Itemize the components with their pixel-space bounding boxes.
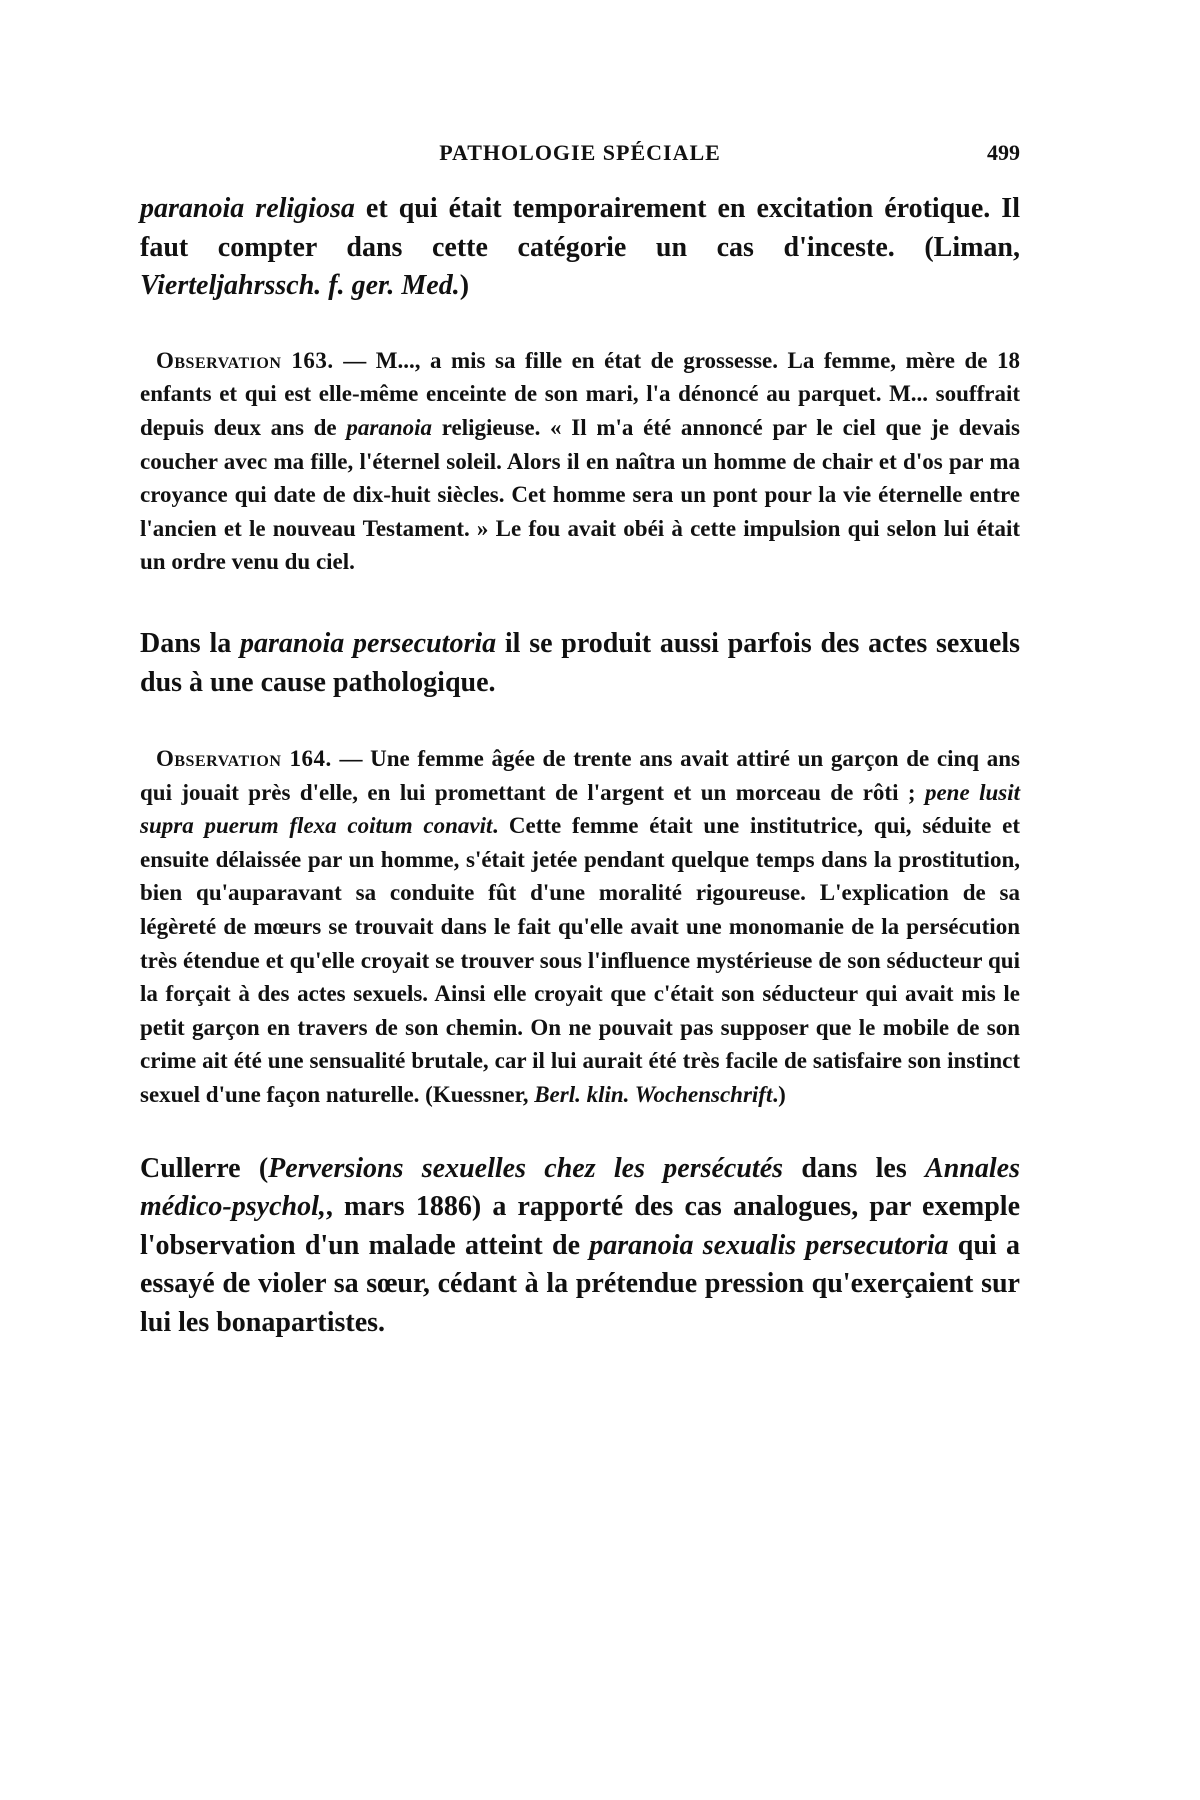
observation-164-text-2: . Cette femme était une institutrice, qui, séduite et ensuite délaissée par un homme, s'était jetée pendant quelque temps dans la prostitution, bien qu'auparavant sa conduite fût d'une moralité rigoureuse. L'explication de sa légèreté de mœurs se trouvait dans le fait qu'elle avait une monomanie de la persécution très étendue et qu'elle croyait se trouver sous l'influence mystérieuse de son séducteur qui la forçait à des actes sexuels. Ainsi elle croyait que c'était son séducteur qui avait mis le petit garçon en travers de son chemin. On ne pouvait pas supposer que le mobile de son crime ait été une sensualité brutale, car il lui aurait été très facile de satisfaire son instinct sexuel d'une façon naturelle. (Kuessner, <box>140 813 1020 1107</box>
paragraph-3-italic-2: Annales médico-psychol, <box>140 1152 1020 1223</box>
observation-163 <box>140 344 1020 579</box>
paragraph-2-text-1: Dans la <box>140 627 240 659</box>
observation-164-text-1: — Une femme âgée de trente ans avait attiré un garçon de cinq ans qui jouait près d'elle, en lui promettant de l'argent et un morceau de rôti ; <box>140 746 1021 805</box>
observation-164-italic-2: Berl. klin. Wochenschrift <box>534 1081 773 1107</box>
page <box>140 120 1020 1343</box>
paragraph-2 <box>140 625 1020 702</box>
paragraph-2-italic-1: paranoia persecutoria <box>240 627 497 659</box>
paragraph-3-italic-3: paranoia sexualis persecutoria <box>589 1229 949 1261</box>
paragraph-3-text-2: dans les <box>783 1152 926 1184</box>
paragraph-1-italic-1: paranoia religiosa <box>140 193 355 224</box>
paragraph-3 <box>140 1150 1020 1343</box>
observation-164-italic-1: pene lusit supra puerum flexa coitum conavit <box>140 779 1021 839</box>
paragraph-1-text-1: et qui était temporairement en excitation érotique. Il faut compter dans cette catégorie un cas d'inceste. (Liman, <box>140 193 1020 263</box>
paragraph-3-text-3: , mars 1886) a rapporté des cas analogues, par exemple l'observation d'un malade atteint de <box>140 1191 1020 1261</box>
running-title: PATHOLOGIE SPÉCIALE <box>439 140 721 165</box>
paragraph-2-text-2: il se produit aussi parfois des actes sexuels dus à une cause pathologique. <box>140 627 1020 698</box>
paragraph-3-text-4: qui a essayé de violer sa sœur, cédant à la prétendue pression qu'exerçaient sur lui les bonapartistes. <box>140 1229 1020 1339</box>
observation-163-italic-1: paranoia <box>346 415 433 441</box>
page-header <box>140 140 1020 180</box>
observation-164 <box>140 742 1020 1111</box>
observation-163-text-1: — M..., a mis sa fille en état de grossesse. La femme, mère de 18 enfants et qui est elle-même enceinte de son mari, l'a dénoncé au parquet. M... souffrait depuis deux ans de <box>140 347 1020 441</box>
paragraph-1-text-2: ) <box>459 270 470 302</box>
observation-164-label: Observation 164. <box>156 746 332 772</box>
paragraph-1-italic-2: Vierteljahrssch. f. ger. Med. <box>140 270 460 302</box>
observation-164-text-3: .) <box>772 1081 786 1107</box>
paragraph-3-italic-1: Perversions sexuelles chez les persécutés <box>268 1152 784 1184</box>
observation-163-text-2: religieuse. « Il m'a été annoncé par le ciel que je devais coucher avec ma fille, l'éternel soleil. Alors il en naîtra un homme de chair et d'os par ma croyance qui date de dix-huit siècles. Cet homme sera un pont pour la vie éternelle entre l'ancien et le nouveau Testament. » Le fou avait obéi à cette impulsion qui selon lui était un ordre venu du ciel. <box>140 415 1020 575</box>
page-number: 499 <box>987 140 1020 165</box>
paragraph-3-text-1: Cullerre ( <box>140 1152 269 1184</box>
paragraph-1 <box>140 190 1020 306</box>
observation-163-label: Observation 163. <box>156 347 334 373</box>
